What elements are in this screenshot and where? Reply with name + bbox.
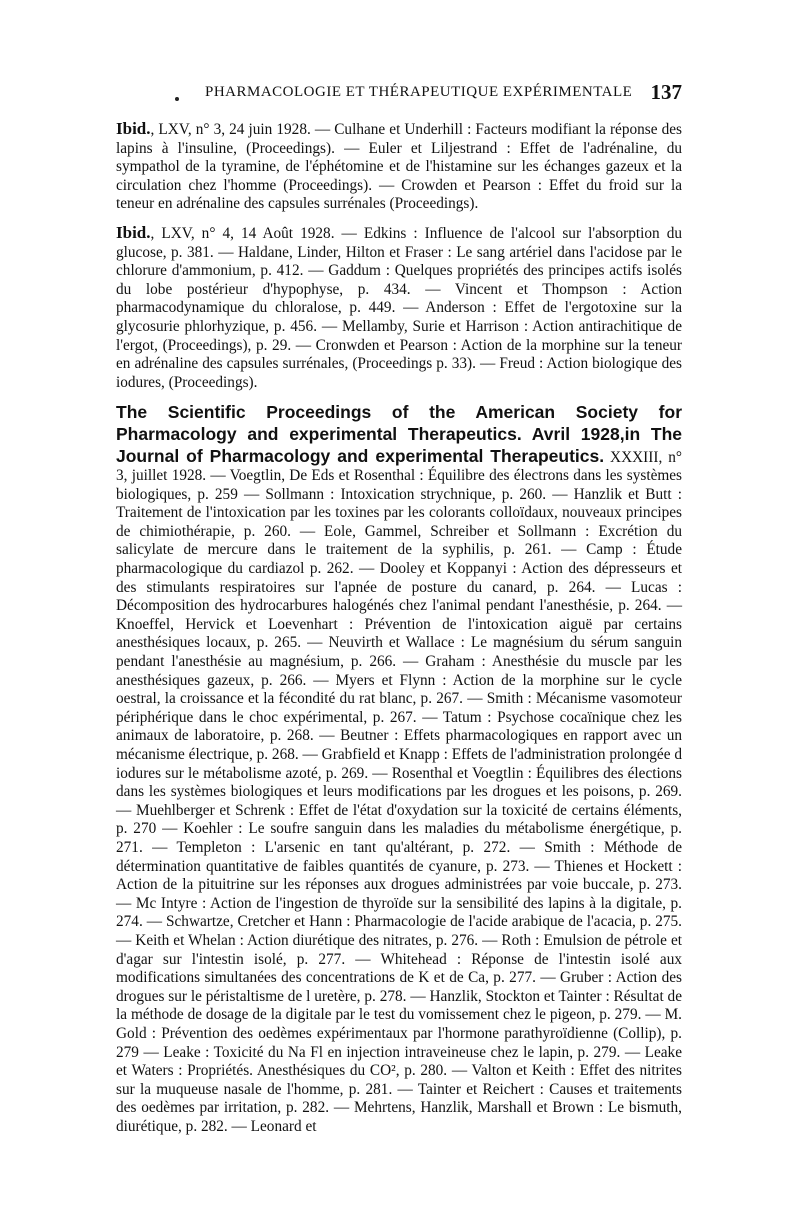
journal-title-continued: in The Journal of Pharmacology and experimental Therapeutics. [116,423,683,466]
ink-dot [175,97,179,101]
page-number: 137 [650,80,682,104]
journal-title: The Scientific Proceedings of the American Society for Pharmacology and experimental Therapeutics. [116,402,682,444]
entry-paragraph [116,224,682,392]
page-content [116,120,682,1146]
entry-label: Ibid. [116,119,151,138]
journal-contents: XXXIII, n° 3, juillet 1928. — Voegtlin, De Eds et Rosenthal : Équilibre des électrons dans les systèmes biologiques, p. 259 — Sollmann : Intoxication strychnique, p. 260. — Hanzlik et Butt : Traitement de l'intoxication par les toxines par les colorants colloïdaux, nouveaux principes de chimiothérapie, p. 260. — Eole, Gammel, Schreiber et Sollmann : Excrétion du salicylate de mercure dans le traitement de la syphilis, p. 261. — Camp : Étude pharmacologique du cardiazol p. 262. — Dooley et Koppanyi : Action des dépresseurs et des stimulants respiratoires sur l'apnée de posture du canard, p. 264. — Lucas : Décomposition des hydrocarbures halogénés chez l'animal pendant l'anesthésie, p. 264. — Knoeffel, Hervick et Loevenhart : Prévention de l'intoxication aiguë par certains anesthésiques locaux, p. 265. — Neuvirth et Wallace : Le magnésium du sérum sanguin pendant l'anesthésie au magnésium, p. 266. — Graham : Anesthésie du muscle par les anesthésiques gazeux, p. 266. — Myers et Flynn : Action de la morphine sur le cycle oestral, la croissance et la fécondité du rat blanc, p. 267. — Smith : Mécanisme vasomoteur périphérique dans le choc expérimental, p. 267. — Tatum : Psychose cocaïnique chez les animaux de laboratoire, p. 268. — Beutner : Effets pharmacologiques en rapport avec un mécanisme électrique, p. 268. — Grabfield et Knapp : Effets de l'administration prolongée d iodures sur le métabolisme azoté, p. 269. — Rosenthal et Voegtlin : Équilibres des élections dans les systèmes biologiques et leurs modifications par les drogues et les poisons, p. 269. — Muehlberger et Schrenk : Effet de l'état d'oxydation sur la toxicité de certains éléments, p. 270 — Koehler : Le soufre sanguin dans les maladies du métabolisme énergétique, p. 271. — Templeton : L'arsenic en tant qu'altérant, p. 272. — Smith : Méthode de détermination quantitative de faibles quantités de cyanure, p. 273. — Thienes et Hockett : Action de la pituitrine sur les réponses aux drogues administrées par voie buccale, p. 273. — Mc Intyre : Action de l'ingestion de thyroïde sur la sensibilité des lapins à la digitale, p. 274. — Schwartze, Cretcher et Hann : Pharmacologie de l'acide arabique de l'acacia, p. 275. — Keith et Whelan : Action diurétique des nitrates, p. 276. — Roth : Emulsion de pétrole et d'agar sur l'intestin isolé, p. 277. — Whitehead : Réponse de l'intestin isolé aux modifications simultanées des concentrations de K et de Ca, p. 277. — Gruber : Action des drogues sur le péristaltisme de l uretère, p. 278. — Hanzlik, Stockton et Tainter : Résultat de la méthode de dosage de la digitale par le test du vomissement chez le pigeon, p. 279. — M. Gold : Prévention des oedèmes expérimentaux par l'hormone parathyroïdienne (Collip), p. 279 — Leake : Toxicité du Na Fl en injection intraveineuse chez le lapin, p. 279. — Leake et Waters : Propriétés. Anesthésiques du CO², p. 280. — Valton et Keith : Effet des nitrites sur la muqueuse nasale de l'homme, p. 281. — Tainter et Reichert : Causes et traitements des oedèmes par irritation, p. 282. — Mehrtens, Hanzlik, Marshall et Brown : Le bismuth, diurétique, p. 282. — Leonard et [116,448,682,1135]
entry-text: , LXV, n° 4, 14 Août 1928. — Edkins : Influence de l'alcool sur l'absorption du glucose, p. 381. — Haldane, Linder, Hilton et Fraser : Le sang artériel dans l'acidose par le chlorure d'ammonium, p. 412. — Gaddum : Quelques propriétés des principes actifs isolés du lobe postérieur d'hypophyse, p. 434. — Vincent et Thompson : Action pharmacodynamique du chloralose, p. 449. — Anderson : Effet de l'ergotoxine sur la glycosurie phlorhyzique, p. 456. — Mellamby, Surie et Harrison : Action antirachitique de l'ergot, (Proceedings), p. 29. — Cronwden et Pearson : Action de la morphine sur la teneur en adrénaline des capsules surrénales, (Proceedings p. 33). — Freud : Action biologique des iodures, (Proceedings). [116,224,682,391]
running-title: PHARMACOLOGIE ET THÉRAPEUTIQUE EXPÉRIMENTALE [205,84,633,100]
entry-paragraph [116,120,682,214]
journal-date: Avril 1928, [521,423,625,444]
journal-section [116,402,682,1136]
entry-label: Ibid. [116,222,151,242]
page-header [140,80,682,106]
entry-text: , LXV, n° 3, 24 juin 1928. — Culhane et Underhill : Facteurs modifiant la réponse des lapins à l'insuline, (Proceedings). — Euler et Liljestrand : Effet de l'adrénaline, du sympathol de la tyramine, de l'éphétomine et de l'histamine sur les échanges gazeux et la circulation chez l'homme (Proceedings). — Crowden et Pearson : Effet du froid sur la teneur en adrénaline des capsules surrénales (Proceedings). [116,121,682,213]
